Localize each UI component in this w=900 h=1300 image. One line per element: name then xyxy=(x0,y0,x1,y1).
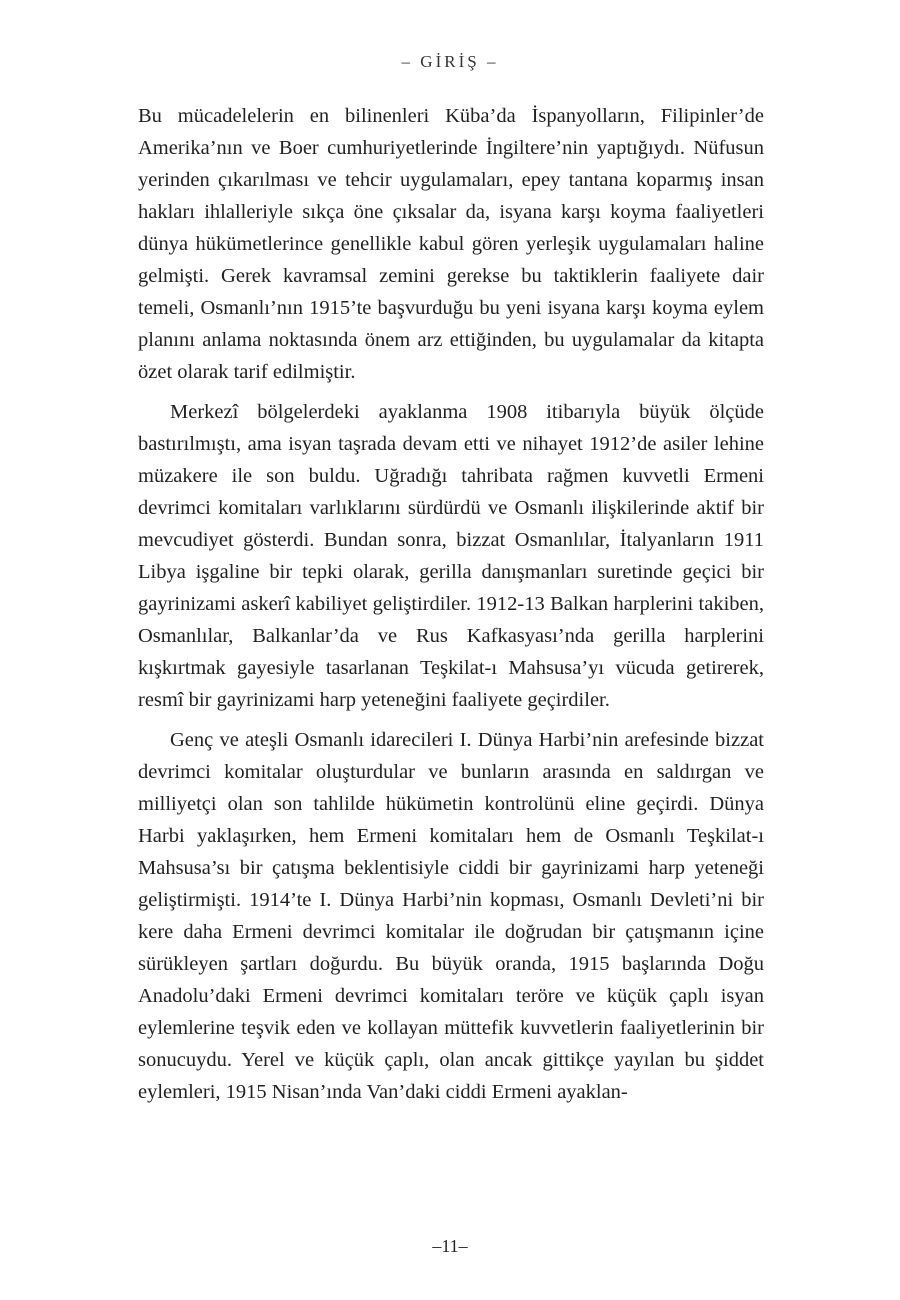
paragraph-3: Genç ve ateşli Osmanlı idarecileri I. Dünya Harbi’nin arefesinde bizzat devrimci komitalar oluşturdular ve bunların arasında en saldırgan ve milliyetçi olan son tahlilde hükümetin kontrolünü eline geçirdi. Dünya Harbi yaklaşırken, hem Ermeni komitaları hem de Osmanlı Teşkilat-ı Mahsusa’sı bir çatışma beklentisiyle ciddi bir gayrinizami harp yeteneği geliştirmişti. 1914’te I. Dünya Harbi’nin kopması, Osmanlı Devleti’ni bir kere daha Ermeni devrimci komitalar ile doğrudan bir çatışmanın içine sürükleyen şartları doğurdu. Bu büyük oranda, 1915 başlarında Doğu Anadolu’daki Ermeni devrimci komitaları teröre ve küçük çaplı isyan eylemlerine teşvik eden ve kollayan müttefik kuvvetlerin faaliyetlerinin bir sonucuydu. Yerel ve küçük çaplı, olan ancak gittikçe yayılan bu şiddet eylemleri, 1915 Nisan’ında Van’daki ciddi Ermeni ayaklan- xyxy=(138,729,764,1103)
page-number: –11– xyxy=(432,1236,468,1256)
running-header: – GİRİŞ – xyxy=(401,52,499,71)
paragraph-2: Merkezî bölgelerdeki ayaklanma 1908 itibarıyla büyük ölçüde bastırılmıştı, ama isyan taşrada devam etti ve nihayet 1912’de asiler lehine müzakere ile son buldu. Uğradığı tahribata rağmen kuvvetli Ermeni devrimci komitaları varlıklarını sürdürdü ve Osmanlı ilişkilerinde aktif bir mevcudiyet gösterdi. Bundan sonra, bizzat Osmanlılar, İtalyanların 1911 Libya işgaline bir tepki olarak, gerilla danışmanları suretinde geçici bir gayrinizami askerî kabiliyet geliştirdiler. 1912-13 Balkan harplerini takiben, Osmanlılar, Balkanlar’da ve Rus Kafkasyası’nda gerilla harplerini kışkırtmak gayesiyle tasarlanan Teşkilat-ı Mahsusa’yı vücuda getirerek, resmî bir gayrinizami harp yeteneğini faaliyete geçirdiler. xyxy=(138,401,764,711)
paragraph-1: Bu mücadelelerin en bilinenleri Küba’da İspanyolların, Filipinler’de Amerika’nın ve Boer cumhuriyetlerinde İngiltere’nin yaptığıydı. Nüfusun yerinden çıkarılması ve tehcir uygulamaları, epey tantana koparmış insan hakları ihlalleriyle sıkça öne çıksalar da, isyana karşı koyma faaliyetleri dünya hükümetlerince genellikle kabul gören yerleşik uygulamaları haline gelmişti. Gerek kavramsal zemini gerekse bu taktiklerin faaliyete dair temeli, Osmanlı’nın 1915’te başvurduğu bu yeni isyana karşı koyma eylem planını anlama noktasında önem arz ettiğinden, bu uygulamalar da kitapta özet olarak tarif edilmiştir. xyxy=(138,105,764,383)
body-text xyxy=(138,100,764,1108)
